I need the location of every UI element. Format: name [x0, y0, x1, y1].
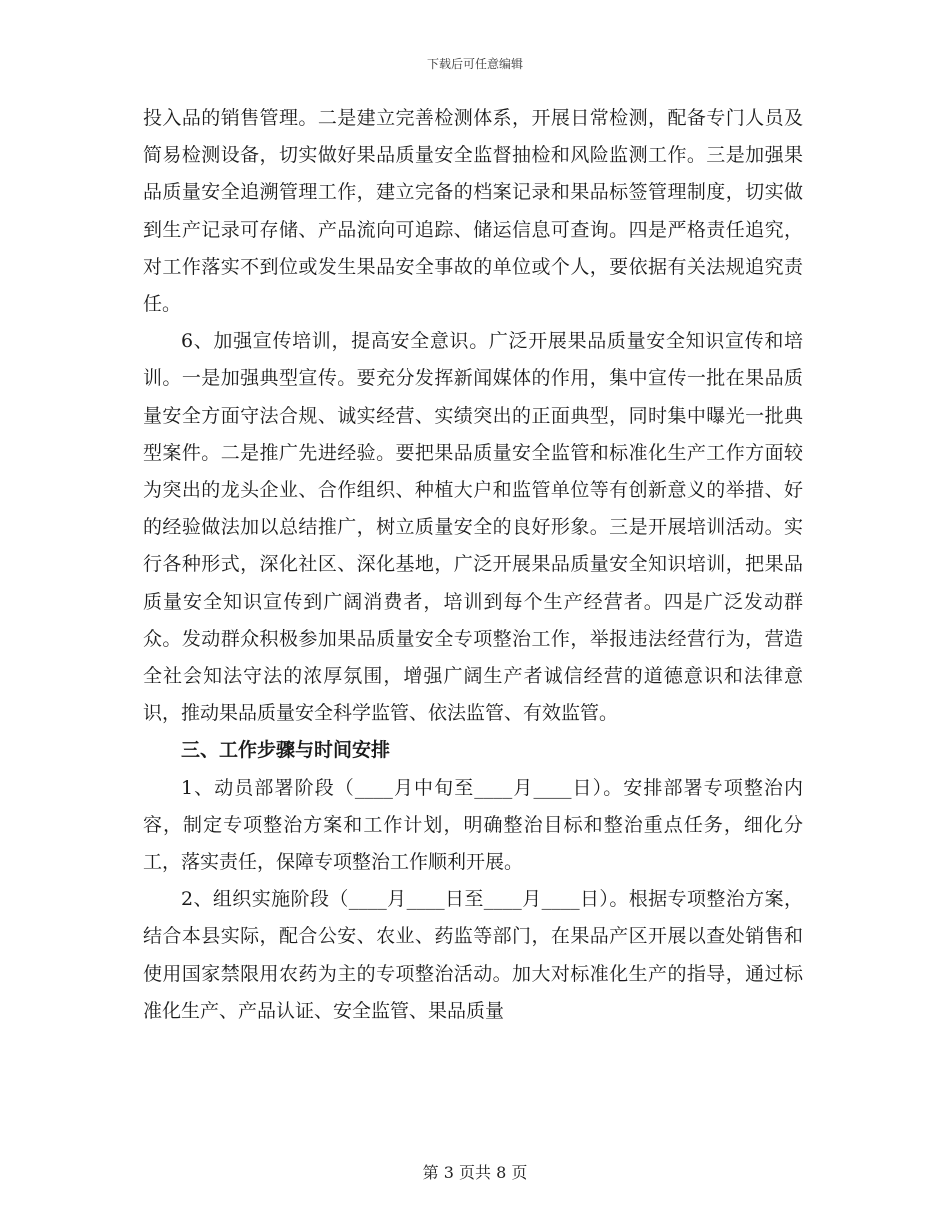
- section-heading-work-steps: 三、工作步骤与时间安排: [181, 739, 391, 762]
- paragraph-publicity-training: 6、加强宣传培训，提高安全意识。广泛开展果品质量安全知识宣传和培训。一是加强典型宣传。要充分发挥新闻媒体的作用，集中宣传一批在果品质量安全方面守法合规、诚实经营、实绩突出的正面典型，同时集中曝光一批典型案件。二是推广先进经验。要把果品质量安全监管和标准化生产工作方面较为突出的龙头企业、合作组织、种植大户和监管单位等有创新意义的举措、好的经验做法加以总结推广，树立质量安全的良好形象。三是开展培训活动。实行各种形式，深化社区、深化基地，广泛开展果品质量安全知识培训，把果品质量安全知识宣传到广阔消费者，培训到每个生产经营者。四是广泛发动群众。发动群众积极参加果品质量安全专项整治工作，举报违法经营行为，营造全社会知法守法的浓厚氛围，增强广阔生产者诚信经营的道德意识和法律意识，推动果品质量安全科学监管、依法监管、有效监管。: [143, 330, 803, 725]
- header-note: 下载后可任意编辑: [426, 57, 523, 71]
- paragraph-mobilization-stage: 1、动员部署阶段（____月中旬至____月____日）。安排部署专项整治内容，制定专项整治方案和工作计划，明确整治目标和整治重点任务，细化分工，落实责任，保障专项整治工作顺利开展。: [143, 776, 803, 874]
- paragraph-continued: 投入品的销售管理。二是建立完善检测体系，开展日常检测，配备专门人员及简易检测设备，切实做好果品质量安全监督抽检和风险监测工作。三是加强果品质量安全追溯管理工作，建立完备的档案记录和果品标签管理制度，切实做到生产记录可存储、产品流向可追踪、储运信息可查询。四是严格责任追究，对工作落实不到位或发生果品安全事故的单位或个人，要依据有关法规追究责任。: [143, 107, 803, 316]
- page-number: 第 3 页共 8 页: [422, 1163, 528, 1182]
- paragraph-implementation-stage: 2、组织实施阶段（____月____日至____月____日）。根据专项整治方案，结合本县实际，配合公安、农业、药监等部门，在果品产区开展以查处销售和使用国家禁限用农药为主的专项整治活动。加大对标准化生产的指导，通过标准化生产、产品认证、安全监管、果品质量: [143, 888, 803, 1022]
- document-body: [143, 100, 803, 1030]
